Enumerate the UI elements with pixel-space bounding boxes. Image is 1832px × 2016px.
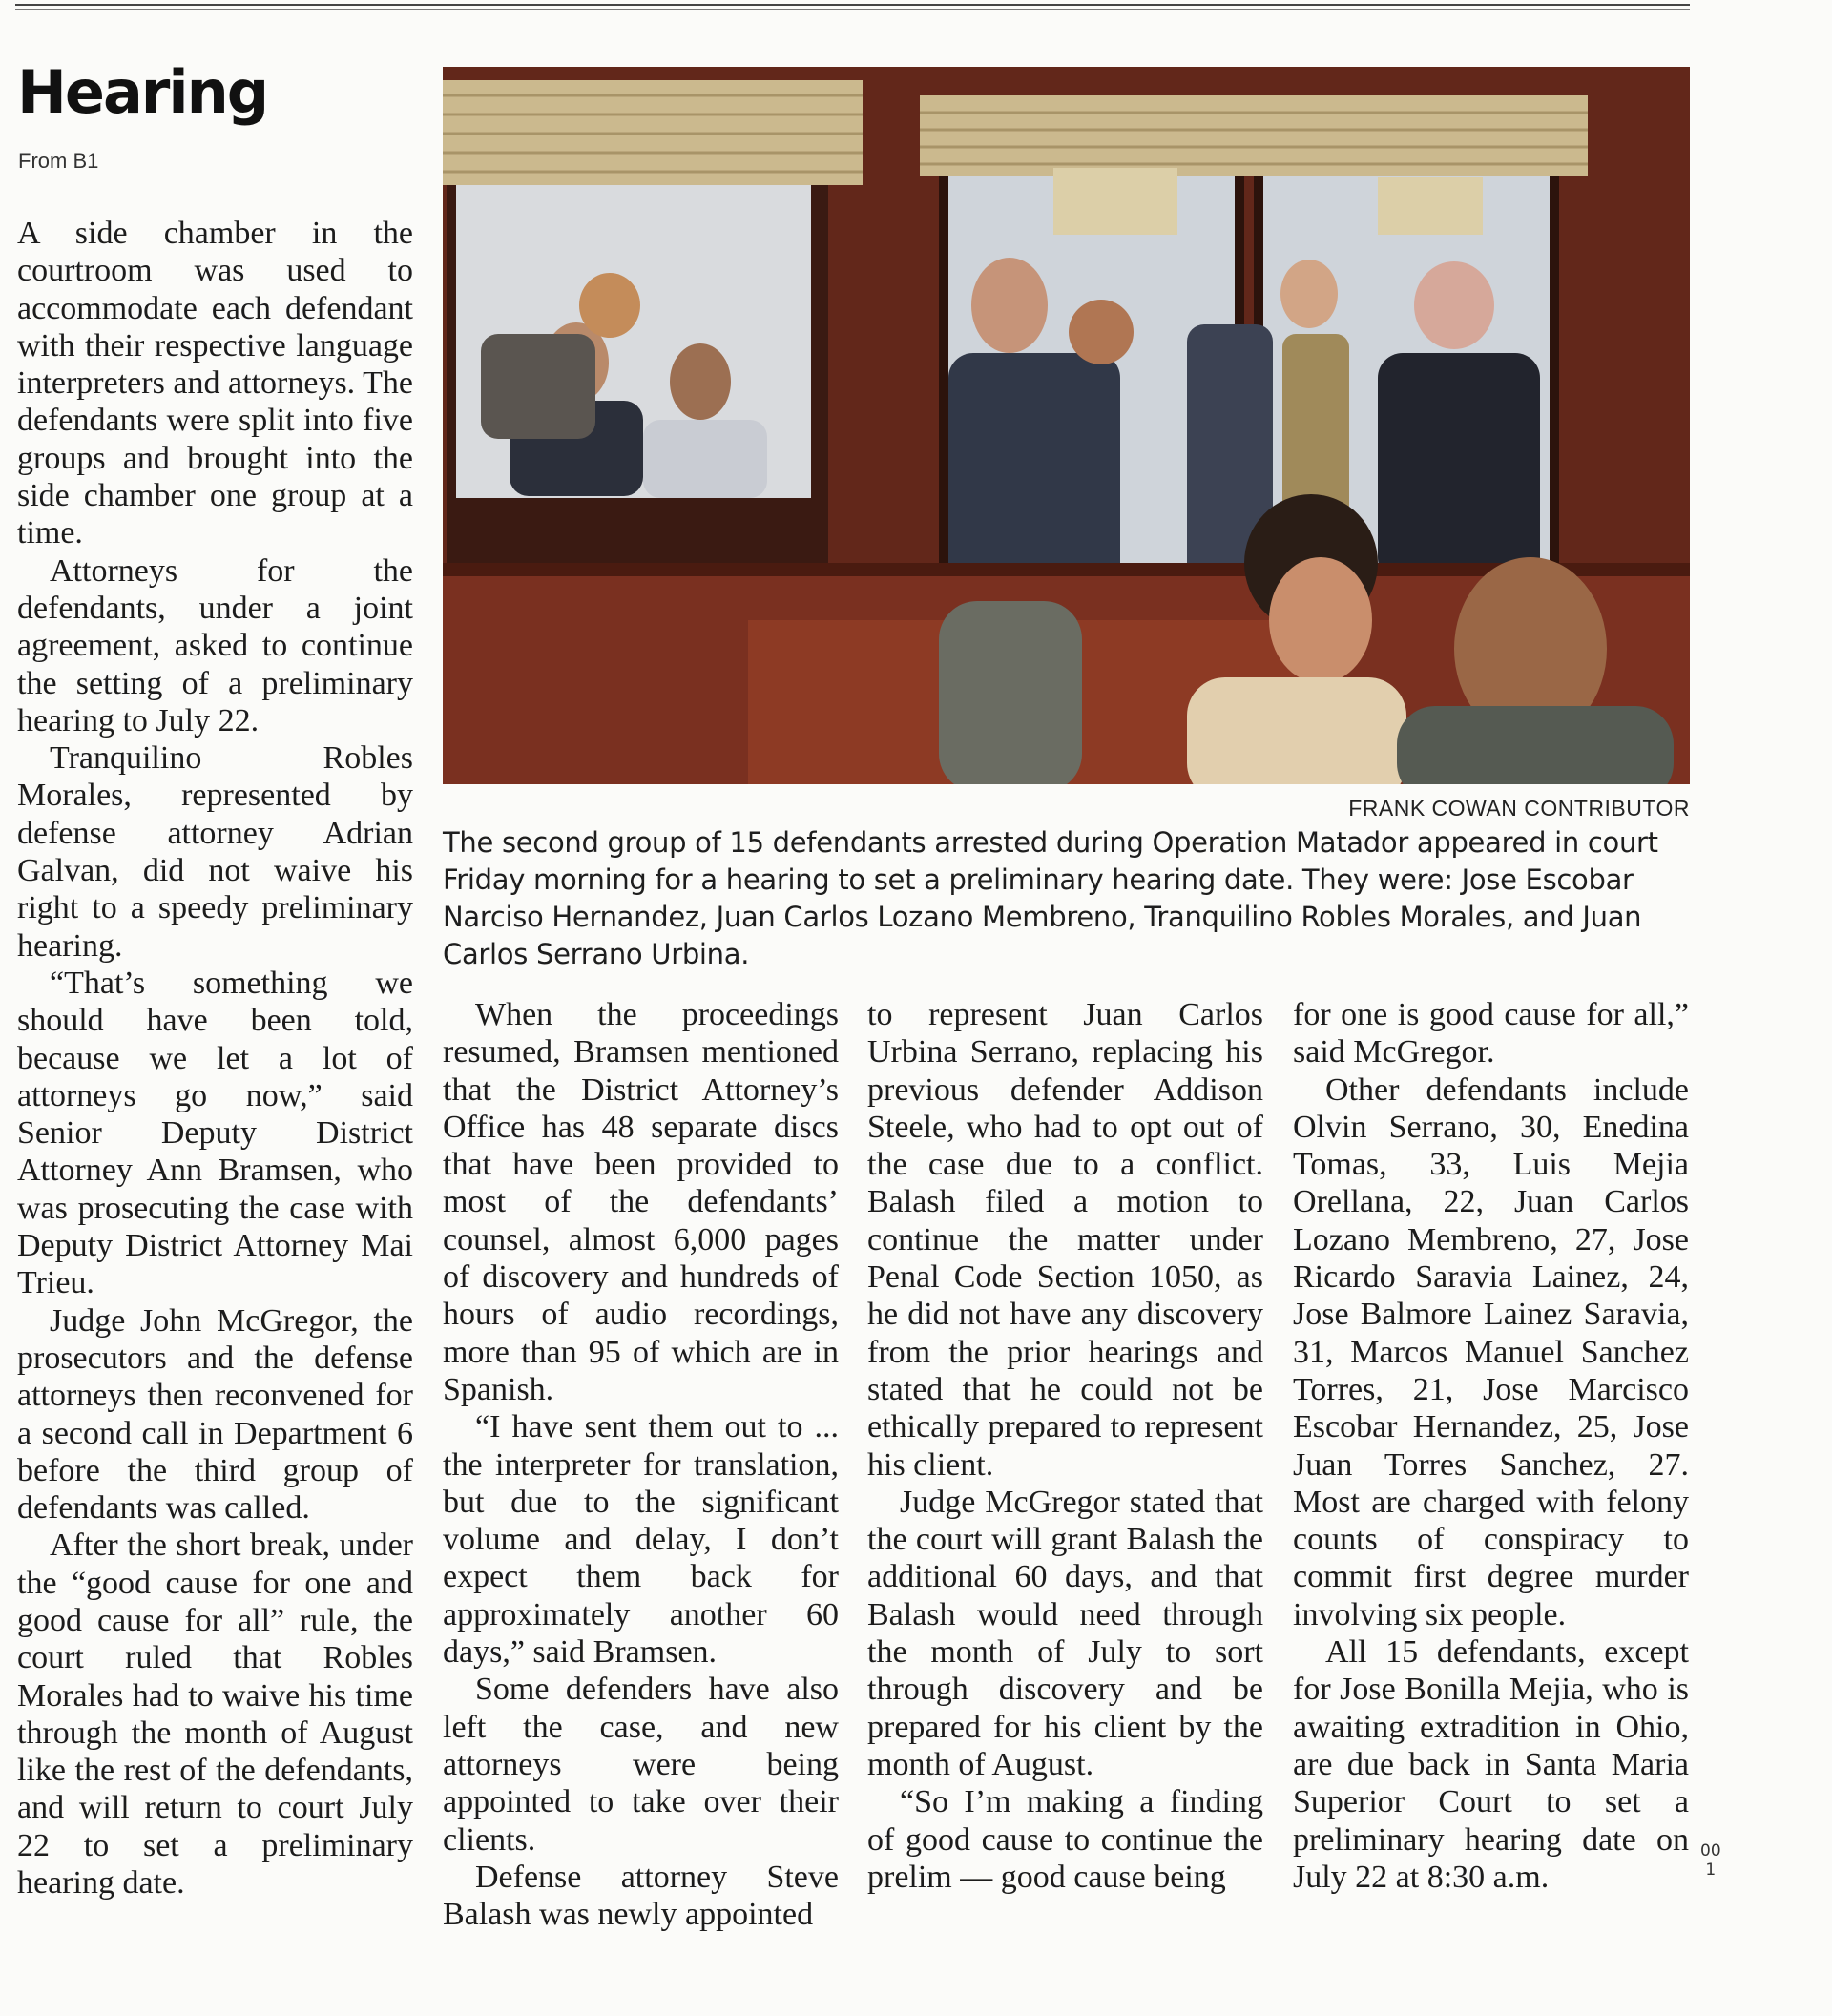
top-rule (15, 4, 1690, 6)
paragraph: “So I’m making a finding of good cause to continue the prelim — good cause being (867, 1784, 1263, 1895)
courtroom-illustration (443, 67, 1690, 784)
paragraph: Judge John McGregor, the prosecutors and the defense attorneys then reconvened for a second call in Department 6 before the third group of defendants was called. (17, 1302, 413, 1527)
paragraph: “I have sent them out to ... the interpreter for translation, but due to the significant volume and delay, I don’t expect them back for approximately another 60 days,” said Bramsen. (443, 1409, 839, 1671)
paragraph: Other defendants include Olvin Serrano, 30, Enedina Tomas, 33, Luis Mejia Orellana, 22, Juan Carlos Lozano Membreno, 27, Jose Ricardo Saravia Lainez, 24, Jose Balmore Lainez Saravia, 31, Marcos Manuel Sanchez Torres, 21, Jose Marcisco Escobar Hernandez, 25, Jose Juan Torres Sanchez, 27. Most are charged with felony counts of conspiracy to commit first degree murder involving six people. (1293, 1071, 1689, 1632)
column-2 (443, 996, 839, 1933)
column-3 (867, 996, 1263, 1896)
paragraph: Defense attorney Steve Balash was newly appointed (443, 1859, 839, 1933)
paragraph: Some defenders have also left the case, and new attorneys were being appointed to take over their clients. (443, 1672, 839, 1858)
page-folio (1700, 1841, 1721, 1880)
column-1 (17, 215, 413, 1902)
photo-caption: The second group of 15 defendants arrested during Operation Matador appeared in court Friday morning for a hearing to set a preliminary hearing date. They were: Jose Escobar Narciso Hernandez, Juan Carlos Lozano Membreno, Tranquilino Robles Morales, and Juan Carlos Serrano Urbina. (443, 826, 1658, 970)
headline: Hearing (17, 57, 268, 127)
top-rule-secondary (15, 9, 1690, 10)
folio-line: 00 (1700, 1841, 1721, 1860)
paragraph: After the short break, under the “good cause for one and good cause for all” rule, the court ruled that Robles Morales had to waive his time through the month of August like the rest of the defendants, and will return to court July 22 to set a preliminary hearing date. (17, 1528, 413, 1902)
jump-line: From B1 (18, 149, 99, 173)
paragraph: All 15 defendants, except for Jose Bonilla Mejia, who is awaiting extradition in Ohio, are due back in Santa Maria Superior Court to set a preliminary hearing date on July 22 at 8:30 a.m. (1293, 1634, 1689, 1895)
paragraph: When the proceedings resumed, Bramsen mentioned that the District Attorney’s Office has 48 separate discs that have been provided to most of the defendants’ counsel, almost 6,000 pages of discovery and hundreds of hours of audio recordings, more than 95 of which are in Spanish. (443, 997, 839, 1407)
column-4 (1293, 996, 1689, 1896)
paragraph: Attorneys for the defendants, under a joint agreement, asked to continue the setting of a preliminary hearing to July 22. (17, 552, 413, 738)
paragraph: “That’s something we should have been told, because we let a lot of attorneys go now,” said Senior Deputy District Attorney Ann Bramsen, who was prosecuting the case with Deputy District Attorney Mai Trieu. (17, 965, 413, 1301)
paragraph: Tranquilino Robles Morales, represented by defense attorney Adrian Galvan, did not waive his right to a speedy preliminary hearing. (17, 740, 413, 964)
folio-line: 1 (1705, 1860, 1717, 1880)
courtroom-photo (443, 67, 1690, 784)
photo-credit: FRANK COWAN CONTRIBUTOR (1348, 796, 1690, 821)
paragraph: to represent Juan Carlos Urbina Serrano, replacing his previous defender Addison Steele, who had to opt out of the case due to a conflict. Balash filed a motion to continue the matter under Penal Code Section 1050, as he did not have any discovery from the prior hearings and stated that he could not be ethically prepared to represent his client. (867, 997, 1263, 1483)
paragraph: Judge McGregor stated that the court will grant Balash the additional 60 days, and that Balash would need through the month of July to sort through discovery and be prepared for his client by the month of August. (867, 1484, 1263, 1782)
paragraph: for one is good cause for all,” said McGregor. (1293, 997, 1689, 1070)
paragraph: A side chamber in the courtroom was used to accommodate each defendant with their respective language interpreters and attorneys. The defendants were split into five groups and brought into the side chamber one group at a time. (17, 216, 413, 551)
